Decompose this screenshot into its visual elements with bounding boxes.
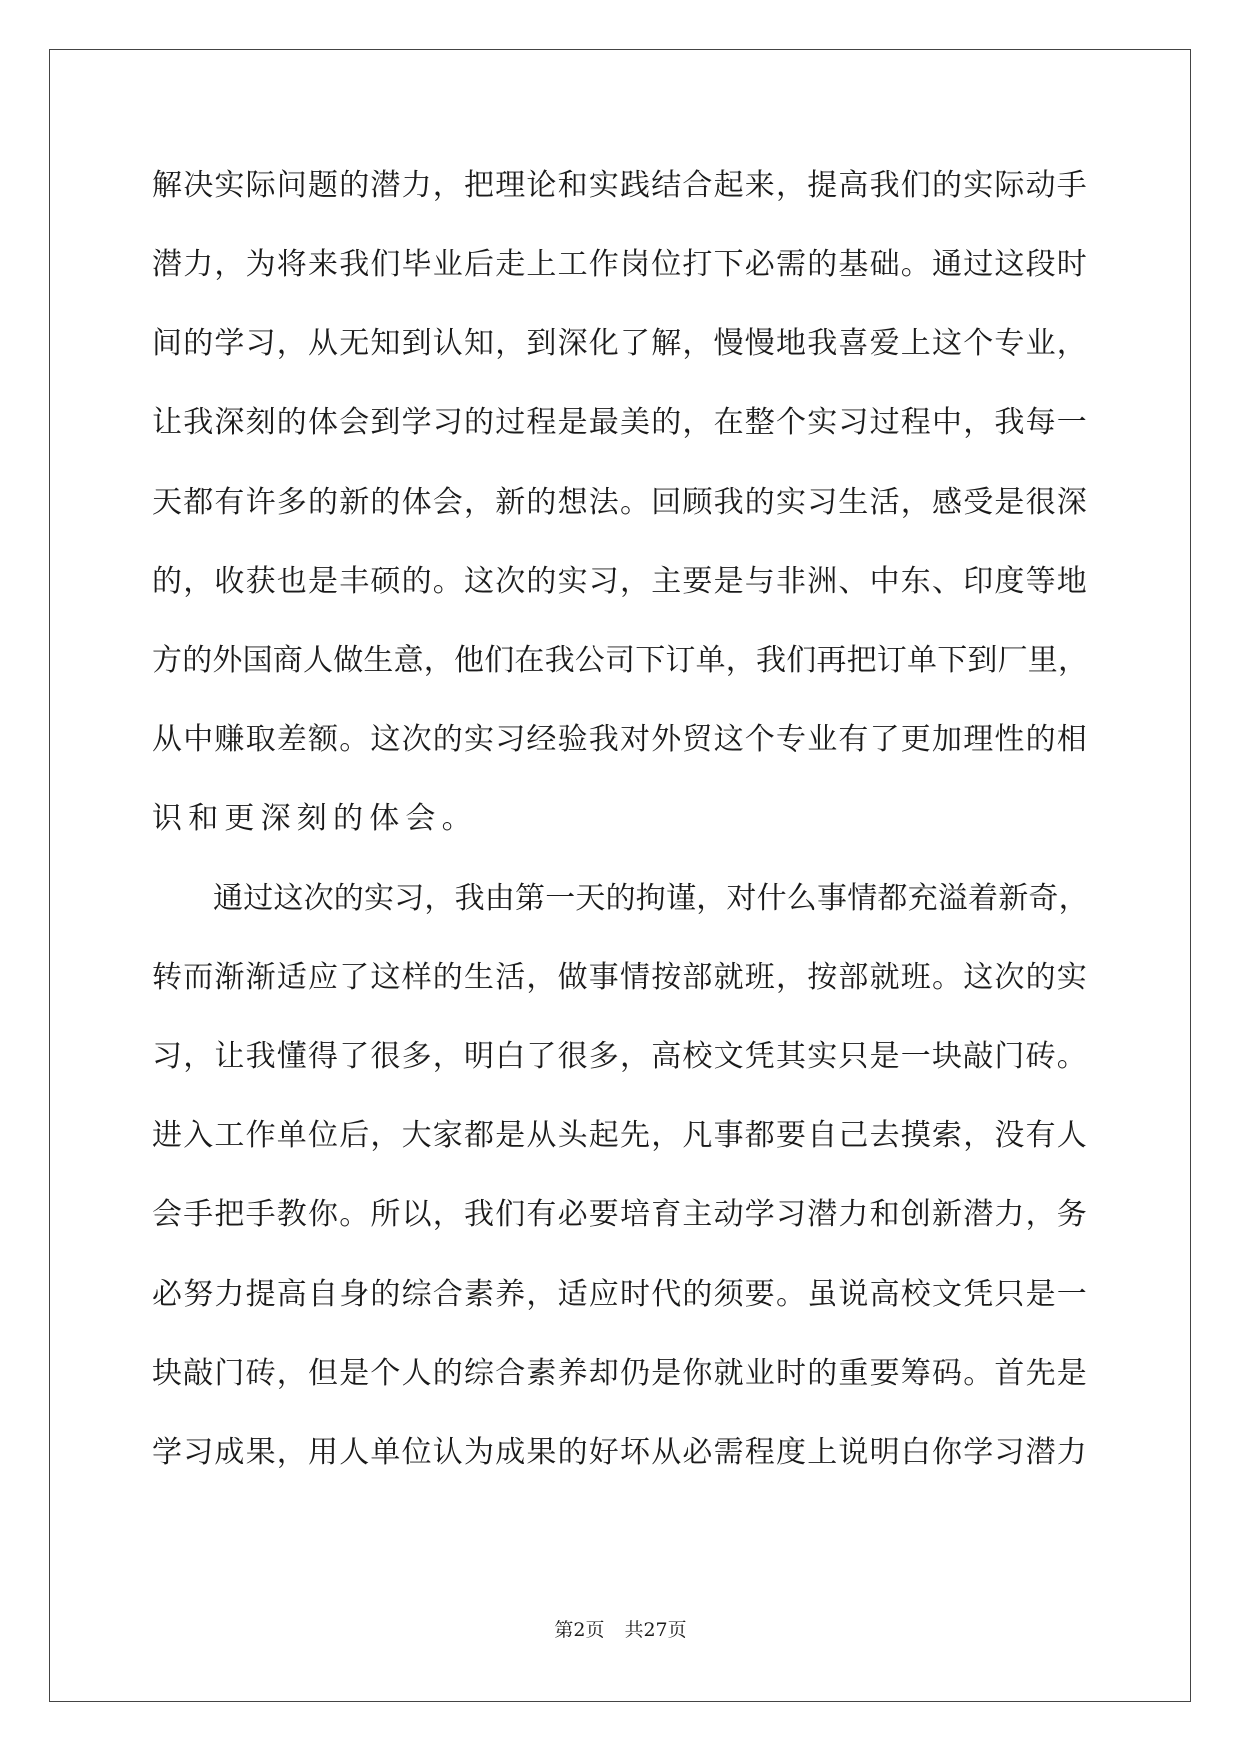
paragraph-line: 天都有许多的新的体会，新的想法。回顾我的实习生活，感受是很深 [152, 485, 1088, 520]
paragraph-line: 块敲门砖，但是个人的综合素养却仍是你就业时的重要筹码。首先是 [152, 1356, 1088, 1391]
page-number: 第2页 [554, 1619, 605, 1641]
paragraph-line: 习，让我懂得了很多，明白了很多，高校文凭其实只是一块敲门砖。 [152, 1039, 1088, 1074]
page-total: 共27页 [624, 1619, 687, 1641]
paragraph-line: 必努力提高自身的综合素养，适应时代的须要。虽说高校文凭只是一 [152, 1277, 1088, 1312]
paragraph-line: 潜力，为将来我们毕业后走上工作岗位打下必需的基础。通过这段时 [152, 247, 1088, 282]
paragraph-line: 的，收获也是丰硕的。这次的实习，主要是与非洲、中东、印度等地 [152, 564, 1088, 599]
paragraph-line: 解决实际问题的潜力，把理论和实践结合起来，提高我们的实际动手 [152, 168, 1088, 203]
paragraph-line: 方的外国商人做生意，他们在我公司下订单，我们再把订单下到厂里， [152, 643, 1089, 678]
paragraph-line: 转而渐渐适应了这样的生活，做事情按部就班，按部就班。这次的实 [152, 960, 1088, 995]
page-footer [0, 1618, 1241, 1642]
paragraph-line: 间的学习，从无知到认知，到深化了解，慢慢地我喜爱上这个专业， [152, 326, 1088, 361]
paragraph-line: 会手把手教你。所以，我们有必要培育主动学习潜力和创新潜力，务 [152, 1197, 1088, 1232]
paragraph-line: 让我深刻的体会到学习的过程是最美的，在整个实习过程中，我每一 [152, 405, 1088, 440]
paragraph-line: 从中赚取差额。这次的实习经验我对外贸这个专业有了更加理性的相 [152, 722, 1088, 757]
paragraph-first-line: 通过这次的实习，我由第一天的拘谨，对什么事情都充溢着新奇， [213, 881, 1089, 916]
paragraph-line: 学习成果，用人单位认为成果的好坏从必需程度上说明白你学习潜力 [152, 1435, 1088, 1470]
paragraph-line: 识和更深刻的体会。 [152, 801, 478, 836]
paragraph-line: 进入工作单位后，大家都是从头起先，凡事都要自己去摸索，没有人 [152, 1118, 1088, 1153]
